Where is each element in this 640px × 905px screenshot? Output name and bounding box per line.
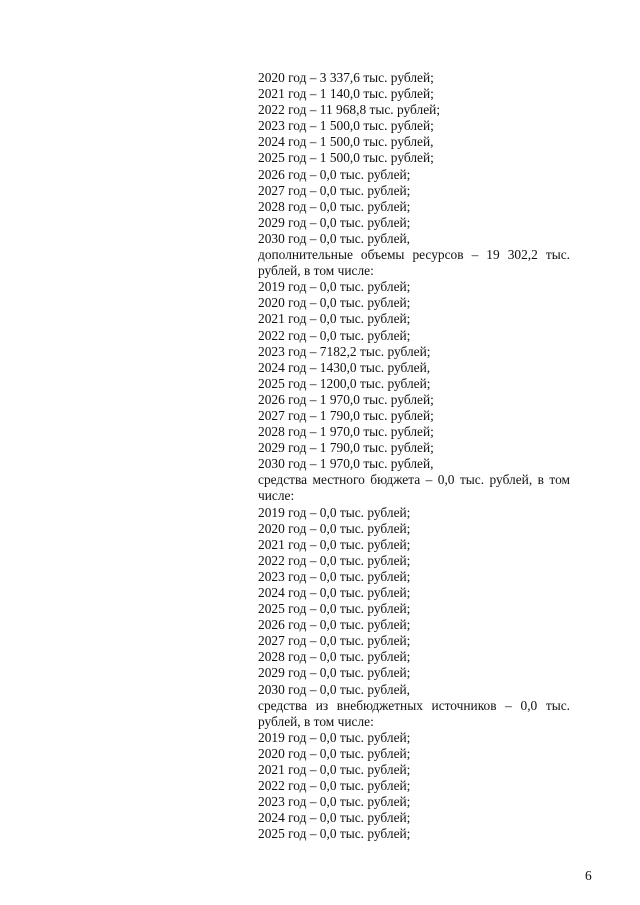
funding-list-local	[258, 505, 570, 698]
year-line: 2019 год – 0,0 тыс. рублей;	[258, 504, 411, 520]
year-line: 2025 год – 1200,0 тыс. рублей;	[258, 375, 431, 391]
year-line: 2027 год – 0,0 тыс. рублей;	[258, 182, 411, 198]
year-line: 2023 год – 0,0 тыс. рублей;	[258, 794, 411, 810]
year-line: 2029 год – 1 790,0 тыс. рублей;	[258, 440, 434, 456]
year-line: 2019 год – 0,0 тыс. рублей;	[258, 279, 411, 295]
year-line: 2024 год – 0,0 тыс. рублей;	[258, 585, 411, 600]
extrabudgetary-heading: средства из внебюджетных источников – 0,0 тыс. рублей, в том числе:	[258, 697, 570, 729]
page-number: 6	[585, 868, 592, 883]
funding-list-extrabudgetary	[258, 730, 570, 843]
year-line: 2023 год – 7182,2 тыс. рублей;	[258, 343, 431, 359]
year-line: 2019 год – 0,0 тыс. рублей;	[258, 729, 411, 745]
funding-list-additional	[258, 279, 570, 472]
year-line: 2024 год – 0,0 тыс. рублей;	[258, 810, 411, 826]
year-line: 2028 год – 0,0 тыс. рублей;	[258, 649, 411, 665]
year-line: 2030 год – 0,0 тыс. рублей,	[258, 681, 411, 697]
year-line: 2025 год – 1 500,0 тыс. рублей;	[258, 150, 434, 166]
local-budget-heading: средства местного бюджета – 0,0 тыс. рублей, в том числе:	[258, 472, 570, 504]
year-line: 2021 год – 1 140,0 тыс. рублей;	[258, 86, 434, 102]
year-line: 2030 год – 0,0 тыс. рублей,	[258, 230, 411, 246]
year-line: 2022 год – 0,0 тыс. рублей;	[258, 327, 411, 343]
year-line: 2026 год – 0,0 тыс. рублей;	[258, 617, 411, 633]
funding-list-prior	[258, 70, 570, 247]
year-line: 2027 год – 0,0 тыс. рублей;	[258, 633, 411, 649]
year-line: 2023 год – 0,0 тыс. рублей;	[258, 568, 411, 584]
year-line: 2020 год – 3 337,6 тыс. рублей;	[258, 70, 434, 85]
additional-resources-heading: дополнительные объемы ресурсов – 19 302,2 тыс. рублей, в том числе:	[258, 247, 570, 279]
year-line: 2020 год – 0,0 тыс. рублей;	[258, 295, 411, 311]
year-line: 2025 год – 0,0 тыс. рублей;	[258, 826, 411, 842]
year-line: 2029 год – 0,0 тыс. рублей;	[258, 665, 411, 681]
year-line: 2023 год – 1 500,0 тыс. рублей;	[258, 118, 434, 134]
year-line: 2026 год – 1 970,0 тыс. рублей;	[258, 391, 434, 407]
year-line: 2022 год – 0,0 тыс. рублей;	[258, 552, 411, 568]
year-line: 2020 год – 0,0 тыс. рублей;	[258, 745, 411, 761]
year-line: 2022 год – 0,0 тыс. рублей;	[258, 778, 411, 794]
year-line: 2024 год – 1430,0 тыс. рублей,	[258, 359, 431, 375]
year-line: 2029 год – 0,0 тыс. рублей;	[258, 214, 411, 230]
text-body	[258, 70, 570, 843]
year-line: 2027 год – 1 790,0 тыс. рублей;	[258, 407, 434, 423]
year-line: 2028 год – 1 970,0 тыс. рублей;	[258, 424, 434, 440]
year-line: 2021 год – 0,0 тыс. рублей;	[258, 311, 411, 327]
year-line: 2030 год – 1 970,0 тыс. рублей,	[258, 456, 434, 472]
year-line: 2028 год – 0,0 тыс. рублей;	[258, 198, 411, 214]
year-line: 2020 год – 0,0 тыс. рублей;	[258, 520, 411, 536]
year-line: 2026 год – 0,0 тыс. рублей;	[258, 166, 411, 182]
year-line: 2021 год – 0,0 тыс. рублей;	[258, 536, 411, 552]
year-line: 2021 год – 0,0 тыс. рублей;	[258, 762, 411, 778]
year-line: 2022 год – 11 968,8 тыс. рублей;	[258, 102, 441, 118]
year-line: 2024 год – 1 500,0 тыс. рублей,	[258, 134, 434, 150]
year-line: 2025 год – 0,0 тыс. рублей;	[258, 601, 411, 617]
